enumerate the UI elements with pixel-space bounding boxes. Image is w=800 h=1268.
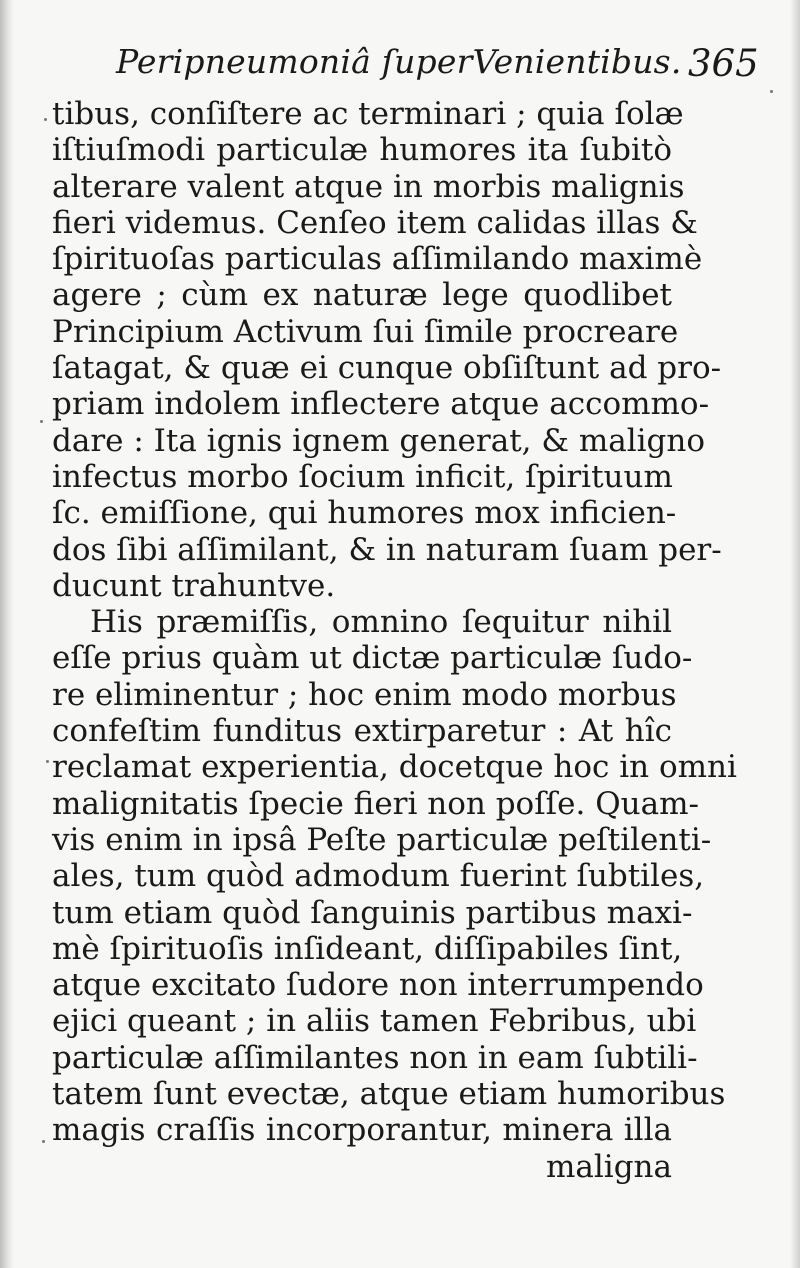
- catchword: maligna: [546, 1148, 672, 1185]
- text-line: tum etiam quòd ſanguinis partibus maxi-: [52, 894, 693, 931]
- text-line: ſc. emiſſione, qui humores mox inficien-: [52, 495, 677, 532]
- text-line: priam indolem inflectere atque accommo-: [52, 386, 710, 423]
- text-line: infectus morbo ſocium inficit, ſpirituum: [52, 458, 673, 495]
- text-line: ſpirituoſas particulas aſſimilando maximè: [52, 241, 703, 278]
- text-line: Principium Activum ſui ſimile procreare: [52, 313, 679, 350]
- text-line: dos ſibi aſſimilant, & in naturam ſuam per-: [52, 531, 722, 568]
- text-line: tatem ſunt evectæ, atque etiam humoribus: [52, 1076, 726, 1113]
- text-line: fieri videmus. Cenſeo item calidas illas &: [52, 204, 698, 241]
- text-line: re eliminentur ; hoc enim modo morbus: [52, 676, 677, 713]
- text-line: confeſtim funditus extirparetur : At hîc: [52, 713, 672, 750]
- print-speck: [40, 420, 43, 423]
- text-line-paragraph-end: ducunt trahuntve.: [52, 567, 336, 604]
- text-line: malignitatis ſpecie fieri non poſſe. Quam-: [52, 785, 699, 822]
- text-line: particulæ aſſimilantes non in eam ſubtili-: [52, 1039, 698, 1076]
- text-line: magis craſſis incorporantur, minera illa: [52, 1112, 672, 1149]
- text-line: atque excitato ſudore non interrumpendo: [52, 967, 704, 1004]
- text-line: iſtiuſmodi particulæ humores ita ſubitò: [52, 132, 672, 169]
- print-speck: [44, 118, 47, 121]
- text-line: ſatagat, & quæ ei cunque obſiſtunt ad pro-: [52, 350, 722, 387]
- print-speck: [46, 760, 49, 763]
- running-head: Peripneumoniâ ſuperVenientibus.: [116, 42, 682, 81]
- text-line: reclamat experientia, docetque hoc in omni: [52, 749, 737, 786]
- text-line: eſſe prius quàm ut dictæ particulæ ſudo-: [52, 640, 693, 677]
- text-line: mè ſpirituoſis inſideant, diſſipabiles ſint,: [52, 930, 683, 967]
- text-line: ales, tum quòd admodum fuerint ſubtiles,: [52, 858, 705, 895]
- page-edge: [790, 0, 800, 1268]
- text-line-paragraph-start: His præmiſſis, omnino ſequitur nihil: [90, 604, 672, 641]
- text-line: vis enim in ipsâ Peſte particulæ peſtilenti-: [52, 821, 712, 858]
- text-line: dare : Ita ignis ignem generat, & maligno: [52, 422, 705, 459]
- text-line: agere ; cùm ex naturæ lege quodlibet: [52, 277, 672, 314]
- print-speck: [42, 1140, 45, 1143]
- page-header: [110, 38, 770, 98]
- text-line: tibus, conſiſtere ac terminari ; quia ſolæ: [52, 96, 684, 132]
- text-line: alterare valent atque in morbis malignis: [52, 168, 685, 205]
- page-number: 365: [688, 42, 759, 85]
- print-speck: [770, 90, 773, 93]
- page-gutter-shadow: [0, 0, 14, 1268]
- text-line: ejici queant ; in aliis tamen Febribus, ubi: [52, 1003, 697, 1040]
- body-text: [52, 96, 737, 1185]
